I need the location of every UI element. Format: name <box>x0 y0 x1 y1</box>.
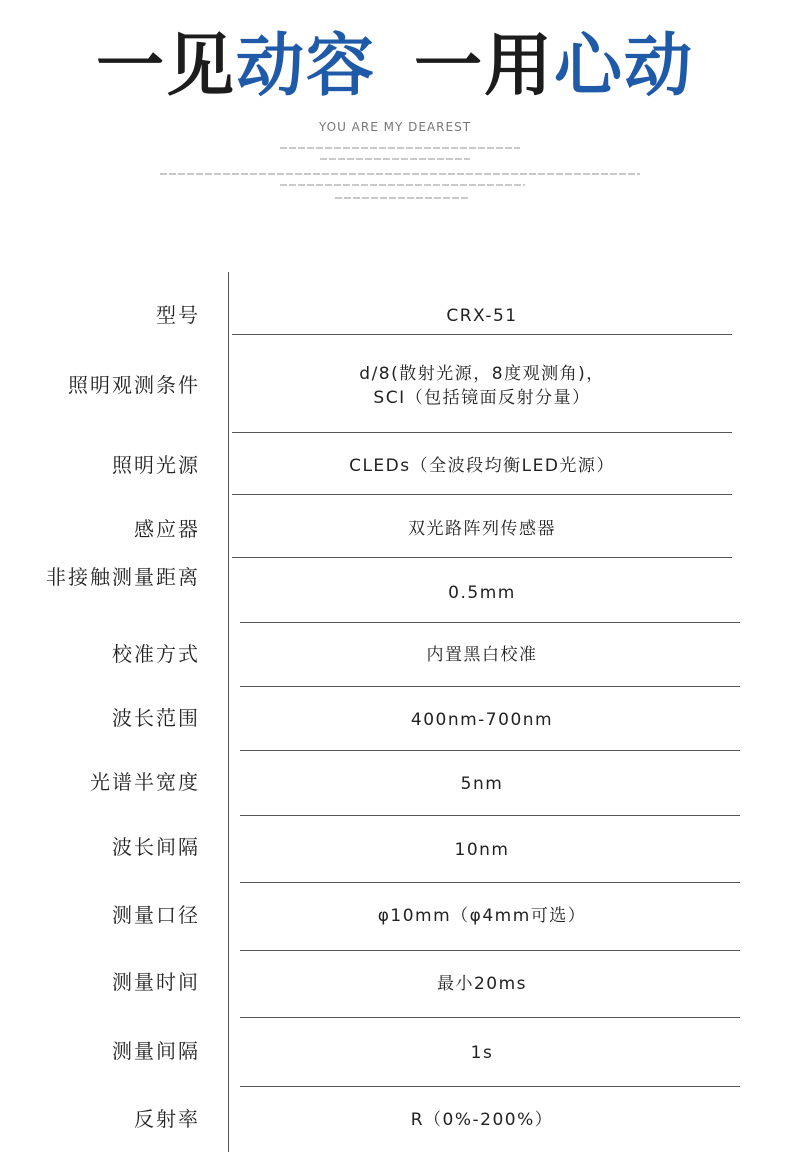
spec-label-aperture: 测量口径 <box>112 903 200 927</box>
spec-value-distance: 0.5mm <box>448 583 516 603</box>
row-divider <box>232 432 732 433</box>
subtitle: YOU ARE MY DEAREST <box>318 120 472 134</box>
row-divider <box>240 1017 740 1018</box>
spec-value-illumination-line2: SCI（包括镜面反射分量） <box>373 388 591 408</box>
spec-label-sensor: 感应器 <box>134 517 200 541</box>
decorative-fine-text <box>335 197 470 199</box>
spec-label-light-source: 照明光源 <box>112 453 200 477</box>
spec-label-calibration: 校准方式 <box>112 642 200 666</box>
spec-label-wavelength-range: 波长范围 <box>112 706 200 730</box>
spec-value-measure-time: 最小20ms <box>436 974 528 994</box>
headline <box>0 22 790 112</box>
row-divider <box>232 557 732 558</box>
row-divider <box>240 686 740 687</box>
headline-part2-blue: 心动 <box>554 27 695 106</box>
spec-value-calibration: 内置黑白校准 <box>426 645 538 665</box>
spec-label-measure-time: 测量时间 <box>112 970 200 994</box>
spec-label-illumination: 照明观测条件 <box>68 373 200 397</box>
spec-value-reflectance: R（0%-200%） <box>410 1110 554 1130</box>
headline-part1-dark: 一见 <box>95 27 236 106</box>
spec-value-light-source: CLEDs（全波段均衡LED光源） <box>349 456 615 476</box>
row-divider <box>232 334 732 335</box>
spec-label-wavelength-interval: 波长间隔 <box>112 835 200 859</box>
decorative-fine-text <box>280 184 525 186</box>
spec-value-aperture: φ10mm（φ4mm可选） <box>377 906 587 926</box>
decorative-fine-text <box>320 158 470 160</box>
row-divider <box>240 622 740 623</box>
spec-value-measure-interval: 1s <box>470 1043 494 1063</box>
spec-value-wavelength-range: 400nm-700nm <box>410 710 554 730</box>
headline-part2-dark: 一用 <box>414 27 555 106</box>
spec-label-model: 型号 <box>156 303 200 327</box>
decorative-fine-text <box>160 173 640 175</box>
row-divider <box>240 882 740 883</box>
spec-label-distance: 非接触测量距离 <box>46 565 200 589</box>
row-divider <box>240 1086 740 1087</box>
spec-label-half-width: 光谱半宽度 <box>90 770 200 794</box>
decorative-fine-text <box>280 147 520 149</box>
header-banner <box>0 0 790 230</box>
row-divider <box>240 750 740 751</box>
spec-value-illumination-line1: d/8(散射光源，8度观测角)， <box>359 364 605 384</box>
row-divider <box>240 815 740 816</box>
column-divider <box>228 272 229 1152</box>
row-divider <box>240 950 740 951</box>
headline-part1-blue: 动容 <box>235 27 376 106</box>
spec-value-model: CRX-51 <box>446 306 518 326</box>
spec-value-half-width: 5nm <box>460 774 504 794</box>
spec-value-sensor: 双光路阵列传感器 <box>408 519 556 539</box>
spec-label-reflectance: 反射率 <box>134 1107 200 1131</box>
spec-value-wavelength-interval: 10nm <box>454 840 510 860</box>
spec-label-measure-interval: 测量间隔 <box>112 1039 200 1063</box>
row-divider <box>232 494 732 495</box>
